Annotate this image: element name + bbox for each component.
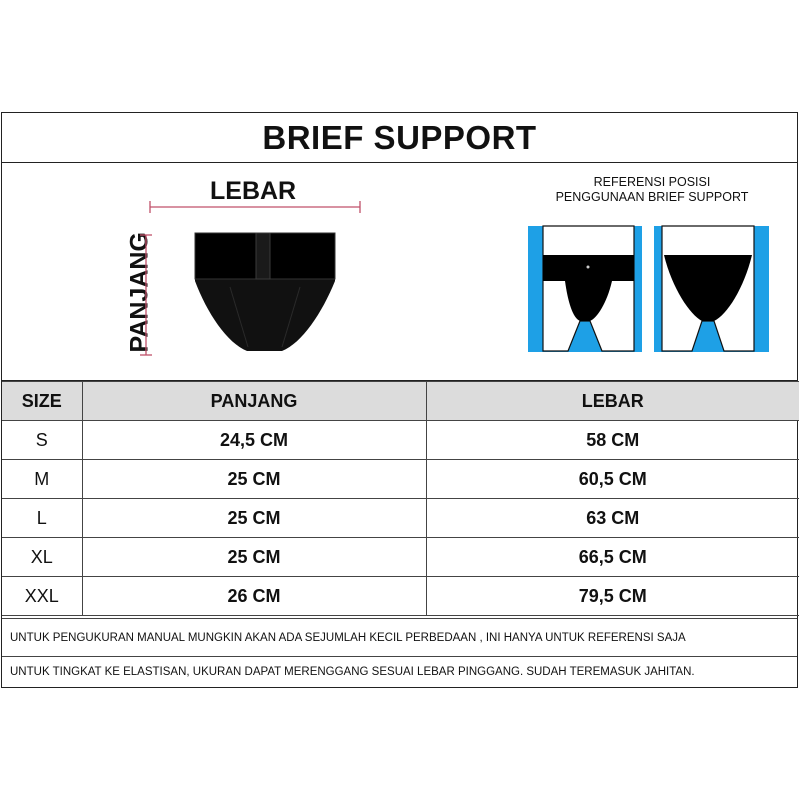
brief-icon: [195, 233, 335, 351]
panjang-cell: 24,5 CM: [82, 421, 426, 460]
size-cell: XL: [2, 538, 82, 577]
panjang-cell: 26 CM: [82, 577, 426, 616]
table-row: [2, 499, 799, 538]
elasticity-note: UNTUK TINGKAT KE ELASTISAN, UKURAN DAPAT MERENGGANG SESUAI LEBAR PINGGANG. SUDAH TEREMASUK JAHITAN.: [10, 666, 695, 678]
panjang-cell: 25 CM: [82, 499, 426, 538]
illustration-panel: [2, 163, 797, 381]
lebar-cell: 63 CM: [426, 499, 799, 538]
length-dimension-line: [140, 235, 152, 355]
size-cell: L: [2, 499, 82, 538]
reference-figure-back: [654, 226, 769, 352]
table-row: [2, 421, 799, 460]
size-cell: XXL: [2, 577, 82, 616]
size-cell: S: [2, 421, 82, 460]
width-dimension-line: [150, 201, 360, 213]
length-label: PANJANG: [125, 232, 154, 353]
lebar-cell: 79,5 CM: [426, 577, 799, 616]
header-lebar: LEBAR: [426, 382, 799, 421]
size-table: [2, 381, 799, 616]
header-panjang: PANJANG: [82, 382, 426, 421]
panjang-cell: 25 CM: [82, 538, 426, 577]
reference-caption-line1: REFERENSI POSISI: [593, 175, 711, 189]
table-row: [2, 538, 799, 577]
reference-caption-line2: PENGGUNAAN BRIEF SUPPORT: [555, 190, 749, 204]
header-size: SIZE: [2, 382, 82, 421]
lebar-cell: 60,5 CM: [426, 460, 799, 499]
lebar-cell: 58 CM: [426, 421, 799, 460]
reference-caption: [522, 175, 782, 205]
reference-figure-front: [528, 226, 642, 352]
table-row: [2, 460, 799, 499]
size-cell: M: [2, 460, 82, 499]
lebar-cell: 66,5 CM: [426, 538, 799, 577]
measurement-note: UNTUK PENGUKURAN MANUAL MUNGKIN AKAN ADA SEJUMLAH KECIL PERBEDAAN , INI HANYA UNTUK REFERENSI SAJA: [2, 618, 797, 657]
chart-title: BRIEF SUPPORT: [2, 113, 797, 163]
table-row: [2, 577, 799, 616]
size-chart: [1, 112, 798, 688]
width-label: LEBAR: [210, 177, 297, 205]
table-header-row: [2, 382, 799, 421]
panjang-cell: 25 CM: [82, 460, 426, 499]
